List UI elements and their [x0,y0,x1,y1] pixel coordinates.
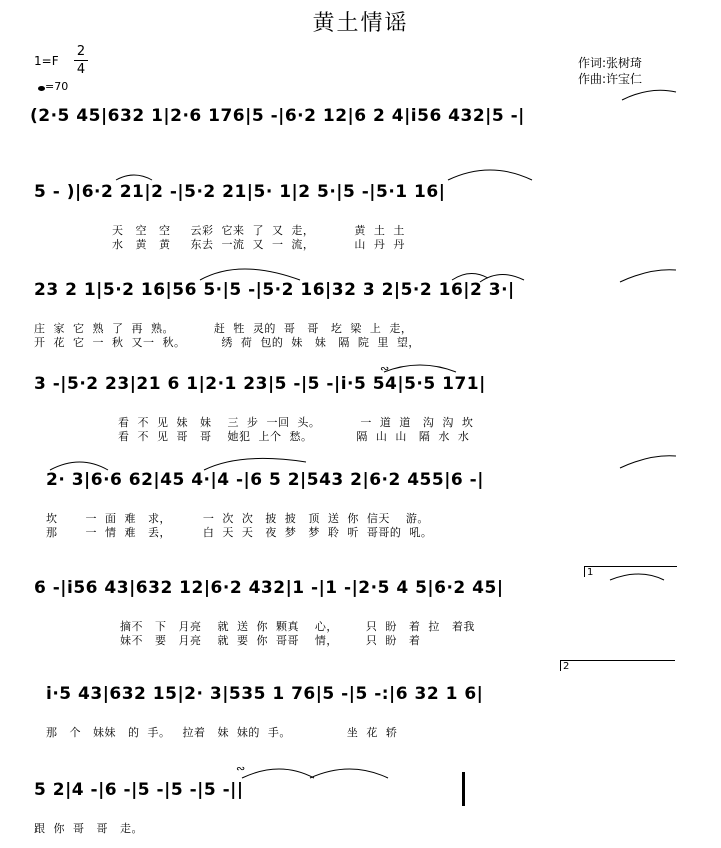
lyric-line-2b: 水 黄 黄 东去 一流 又 一 流， 山 丹 丹 [112,238,405,251]
first-ending-bracket: 1 [584,566,677,577]
score-line-4: 3 -|5·2 23|21 6 1|2·1 23|5 -|5 -|i·5 54|5·5 171| [34,374,486,394]
tempo-value: =70 [45,80,69,93]
key-signature: 1=F [34,54,59,68]
score-line-7: i·5 43|632 15|2· 3|535 1 76|5 -|5 -:|6 32 1 6| [46,684,484,704]
lyric-line-3b: 开 花 它 一 秋 又一 秋。 绣 荷 包的 妹 妹 隔 院 里 望， [34,336,420,349]
score-line-8: 5 2|4 -|6 -|5 -|5 -|5 -|| [34,780,244,800]
lyric-line-8a: 跟 你 哥 哥 走。 [34,822,143,835]
lyric-line-3a: 庄 家 它 熟 了 再 熟。 赶 牲 灵的 哥 哥 圪 梁 上 走， [34,322,413,335]
mordent-mark: ∾ [380,362,390,375]
slur-arc [384,365,456,372]
score-line-3: 23 2 1|5·2 16|56 5·|5 -|5·2 16|32 3 2|5·2 16|2 3·| [34,280,515,300]
final-barline [462,772,465,806]
slur-arc [116,175,152,180]
lyric-line-5a: 坎 一 面 难 求， 一 次 次 披 披 顶 送 你 信天 游。 [46,512,429,525]
score-line-5: 2· 3|6·6 62|45 4·|4 -|6 5 2|543 2|6·2 455|6 -| [46,470,484,490]
slur-arc [204,458,306,470]
lyric-line-7a: 那 个 妹妹 的 手。 拉着 妹 妹的 手。 坐 花 轿 [46,726,398,739]
lyric-line-4a: 看 不 见 妹 妹 三 步 一回 头。 一 道 道 沟 沟 坎 [118,416,474,429]
slur-arc [310,769,388,778]
lyricist-credit: 作词:张树琦 [578,56,643,70]
slur-arc [200,269,300,280]
slur-arc [620,270,676,282]
second-ending-bracket: 2 [560,660,675,671]
slur-arc [610,574,664,580]
mordent-mark: ∾ [236,762,246,775]
slur-arc [620,456,676,468]
lyric-line-6b: 妹不 要 月亮 就 要 你 哥哥 情， 只 盼 着 [120,634,421,647]
song-title: 黄土情谣 [312,11,409,36]
lyric-line-4b: 看 不 见 哥 哥 她犯 上个 愁。 隔 山 山 隔 水 水 [118,430,470,443]
slur-arc [448,170,532,180]
lyric-line-6a: 摘不 下 月亮 就 送 你 颗真 心， 只 盼 着 拉 着我 [120,620,475,633]
time-signature-top: 2 [76,44,86,59]
slur-arc [242,769,314,778]
lyric-line-2a: 天 空 空 云彩 它来 了 又 走， 黄 土 土 [112,224,405,237]
slur-arc [452,273,488,280]
score-line-6: 6 -|i56 43|632 12|6·2 432|1 -|1 -|2·5 4 5|6·2 45| [34,578,504,598]
slur-arc [622,90,676,100]
score-line-2: 5 - )|6·2 21|2 -|5·2 21|5· 1|2 5·|5 -|5·1 16| [34,182,446,202]
lyric-line-5b: 那 一 情 难 丢， 白 天 天 夜 梦 梦 聆 听 哥哥的 吼。 [46,526,433,539]
time-signature-bottom: 4 [76,62,86,77]
score-line-1: (2·5 45|632 1|2·6 176|5 -|6·2 12|6 2 4|i56 432|5 -| [30,106,525,126]
composer-credit: 作曲:许宝仁 [578,72,643,86]
slur-arc [50,462,108,470]
slur-arc [480,274,524,282]
